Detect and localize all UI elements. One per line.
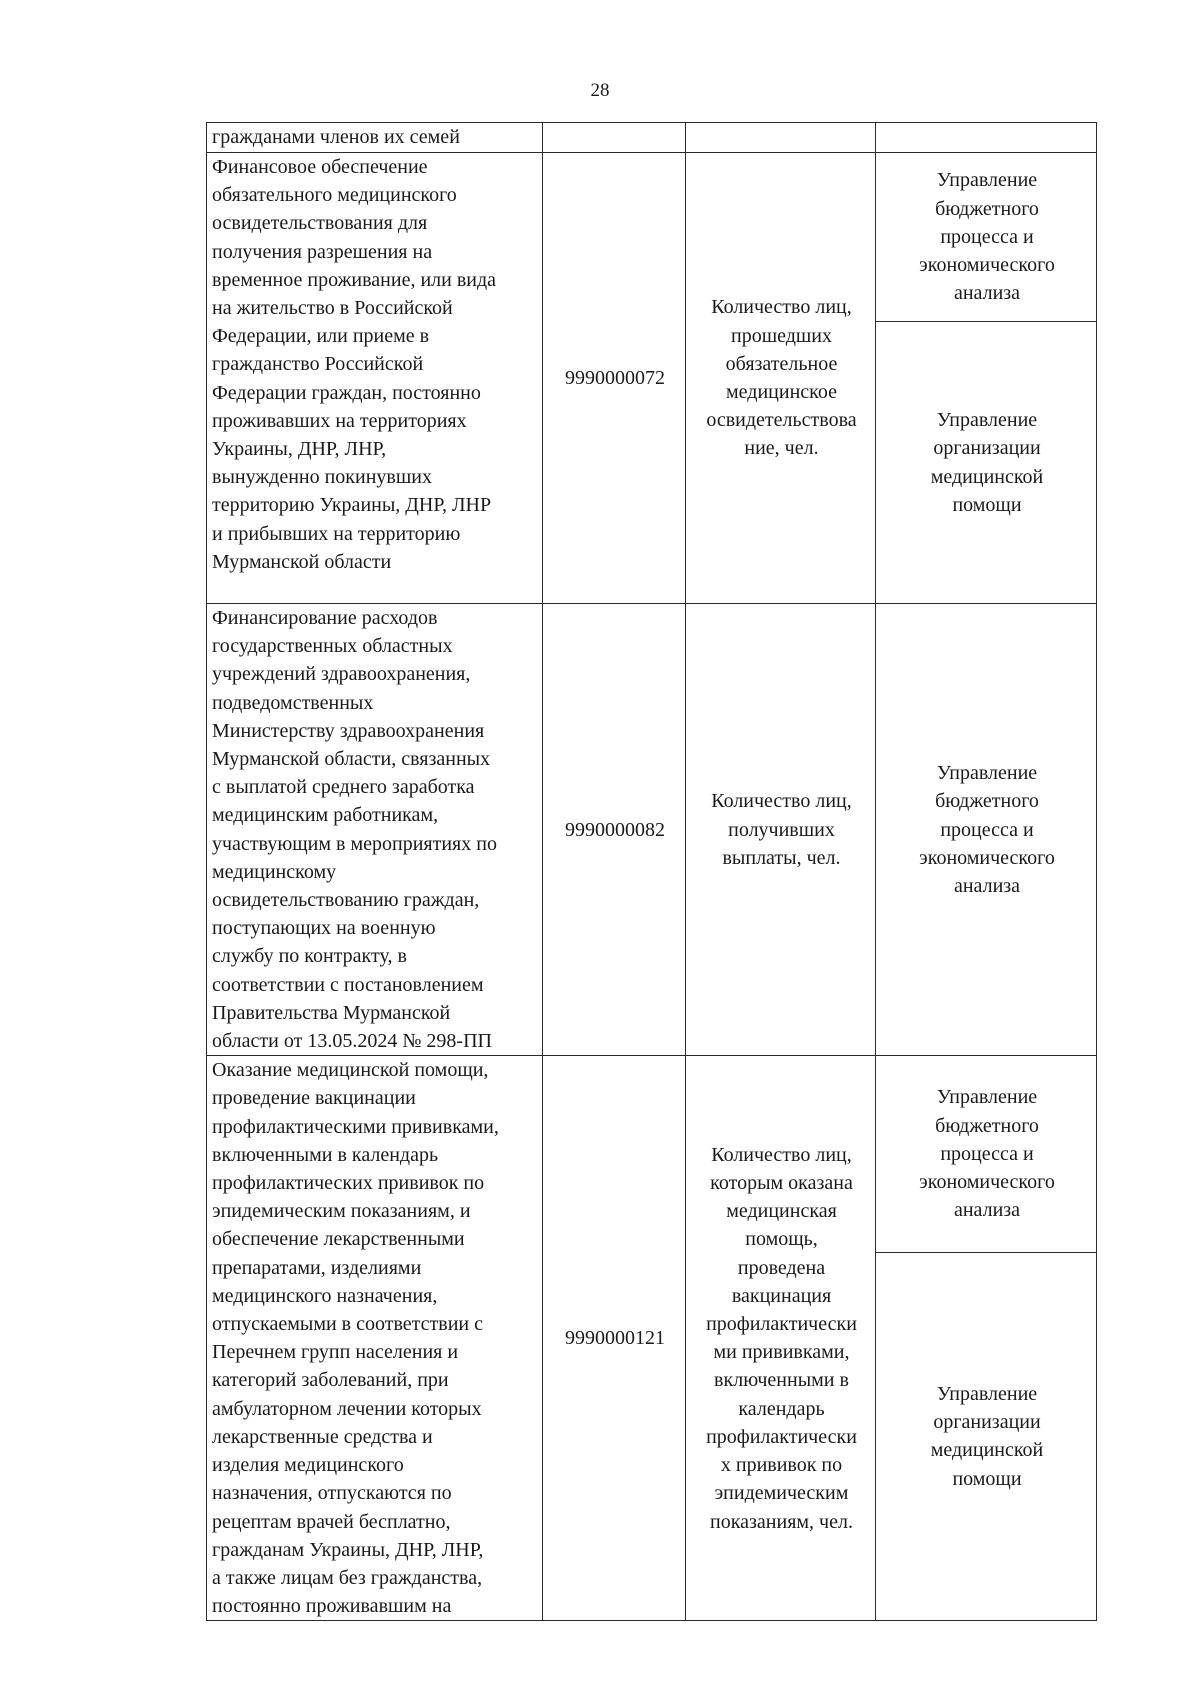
row-responsible-cell: Управление бюджетного процесса и экономического анализа	[876, 153, 1097, 322]
row-responsible-cell: Управление бюджетного процесса и экономического анализа	[876, 1056, 1097, 1252]
row-code-cell	[543, 123, 686, 153]
row-code-cell: 9990000082	[543, 604, 686, 1056]
row-responsible-cell	[876, 123, 1097, 153]
document-table	[206, 122, 1097, 1621]
row-indicator-cell: Количество лиц, которым оказана медицинская помощь, проведена вакцинация профилактически ми прививками, включенными в календарь профилактически х прививок по эпидемическим показаниям, чел.	[686, 1056, 876, 1621]
table-row-continuation	[207, 123, 1097, 153]
row-indicator-cell: Количество лиц, прошедших обязательное медицинское освидетельствова ние, чел.	[686, 153, 876, 604]
table-row	[207, 1056, 1097, 1252]
row-name-cell: Оказание медицинской помощи, проведение вакцинации профилактическими прививками, включенными в календарь профилактических прививок по эпидемическим показаниям, и обеспечение лекарственными препаратами, изделиями медицинского назначения, отпускаемыми в соответствии с Перечнем групп населения и категорий заболеваний, при амбулаторном лечении которых лекарственные средства и изделия медицинского назначения, отпускаются по рецептам врачей бесплатно, гражданам Украины, ДНР, ЛНР, а также лицам без гражданства, постоянно проживавшим на	[207, 1056, 543, 1621]
row-code-cell: 9990000072	[543, 153, 686, 604]
page-number: 28	[590, 80, 610, 101]
row-code-cell: 9990000121	[543, 1056, 686, 1621]
table-row	[207, 153, 1097, 322]
row-responsible-cell: Управление бюджетного процесса и экономического анализа	[876, 604, 1097, 1056]
row-name-cell: Финансирование расходов государственных областных учреждений здравоохранения, подведомственных Министерству здравоохранения Мурманской области, связанных с выплатой среднего заработка медицинским работникам, участвующим в мероприятиях по медицинскому освидетельствованию граждан, поступающих на военную службу по контракту, в соответствии с постановлением Правительства Мурманской области от 13.05.2024 № 298-ПП	[207, 604, 543, 1056]
table-row	[207, 604, 1097, 1056]
row-name-cell: гражданами членов их семей	[207, 123, 543, 153]
row-responsible-cell: Управление организации медицинской помощи	[876, 1252, 1097, 1621]
row-name-cell: Финансовое обеспечение обязательного медицинского освидетельствования для получения разрешения на временное проживание, или вида на жительство в Российской Федерации, или приеме в гражданство Российской Федерации граждан, постоянно проживавших на территориях Украины, ДНР, ЛНР, вынужденно покинувших территорию Украины, ДНР, ЛНР и прибывших на территорию Мурманской области	[207, 153, 543, 604]
row-responsible-cell: Управление организации медицинской помощи	[876, 322, 1097, 604]
row-indicator-cell: Количество лиц, получивших выплаты, чел.	[686, 604, 876, 1056]
row-indicator-cell	[686, 123, 876, 153]
